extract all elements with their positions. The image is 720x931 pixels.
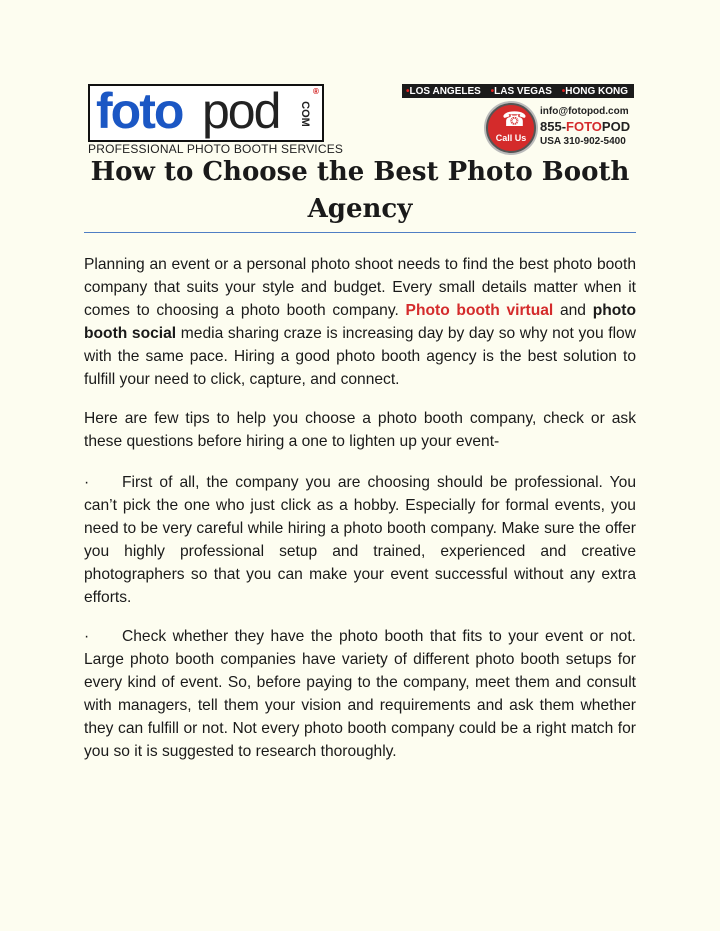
photo-booth-social-text: photo booth social xyxy=(84,302,636,342)
call-us-button[interactable] xyxy=(486,103,536,153)
paragraph-intro: Planning an event or a personal photo shoot needs to find the best photo booth company that suits your style and budget. Every small details matter when it comes to choosing a photo booth company. Photo booth virtual and photo booth social media sharing craze is increasing day by day so why not you flow with the same pace. Hiring a good photo booth agency is the best solution to fulfill your need to click, capture, and connect. xyxy=(84,256,636,388)
contact-email[interactable]: info@fotopod.com xyxy=(540,106,629,117)
list-item: · Check whether they have the photo booth that fits to your event or not. Large photo booth companies have variety of different photo booth setups for every kind of event. So, before paying to the company, meet them and consult with managers, tell them your vision and requirements and ask them whether they can fulfill or not. Not every photo booth company could be a right match for you so it is suggested to research thoroughly. xyxy=(84,625,636,763)
city-item: •LAS VEGAS xyxy=(490,85,552,97)
fotopod-logo[interactable] xyxy=(88,83,344,156)
cities-bar xyxy=(402,84,634,98)
paragraph-tips-intro: Here are few tips to help you choose a photo booth company, check or ask these questions before hiring a one to lighten up your event- xyxy=(84,410,636,450)
logo-tagline: PROFESSIONAL PHOTO BOOTH SERVICES xyxy=(88,142,344,156)
registered-mark: ® xyxy=(313,87,319,96)
phone-icon: ☎ xyxy=(502,109,527,131)
contact-phone[interactable]: 855-FOTOPOD xyxy=(540,119,631,134)
logo-pod-text: pod xyxy=(202,83,280,139)
title-divider xyxy=(84,232,636,233)
logo-wordmark-box: foto pod COM ® xyxy=(88,84,324,142)
contact-info xyxy=(540,105,640,149)
city-item: •LOS ANGELES xyxy=(406,85,481,97)
bullet-marker: · xyxy=(84,474,90,491)
photo-booth-virtual-link[interactable]: Photo booth virtual xyxy=(405,302,554,319)
bullet-marker: · xyxy=(84,628,90,645)
city-item: •HONG KONG xyxy=(561,85,628,97)
page-title: How to Choose the Best Photo Booth Agency xyxy=(90,157,630,224)
article-body xyxy=(84,253,636,763)
list-item: · First of all, the company you are choosing should be professional. You can’t pick the one who just click as a hobby. Especially for formal events, you need to be very careful while hiring a photo booth company. Make sure the offer you highly professional setup and trained, experienced and creative photographers so that you can make your event successful without any extra efforts. xyxy=(84,471,636,609)
contact-usa-phone[interactable]: USA 310-902-5400 xyxy=(540,136,626,147)
call-us-label: Call Us xyxy=(495,133,527,143)
logo-foto-text: foto xyxy=(96,83,183,139)
